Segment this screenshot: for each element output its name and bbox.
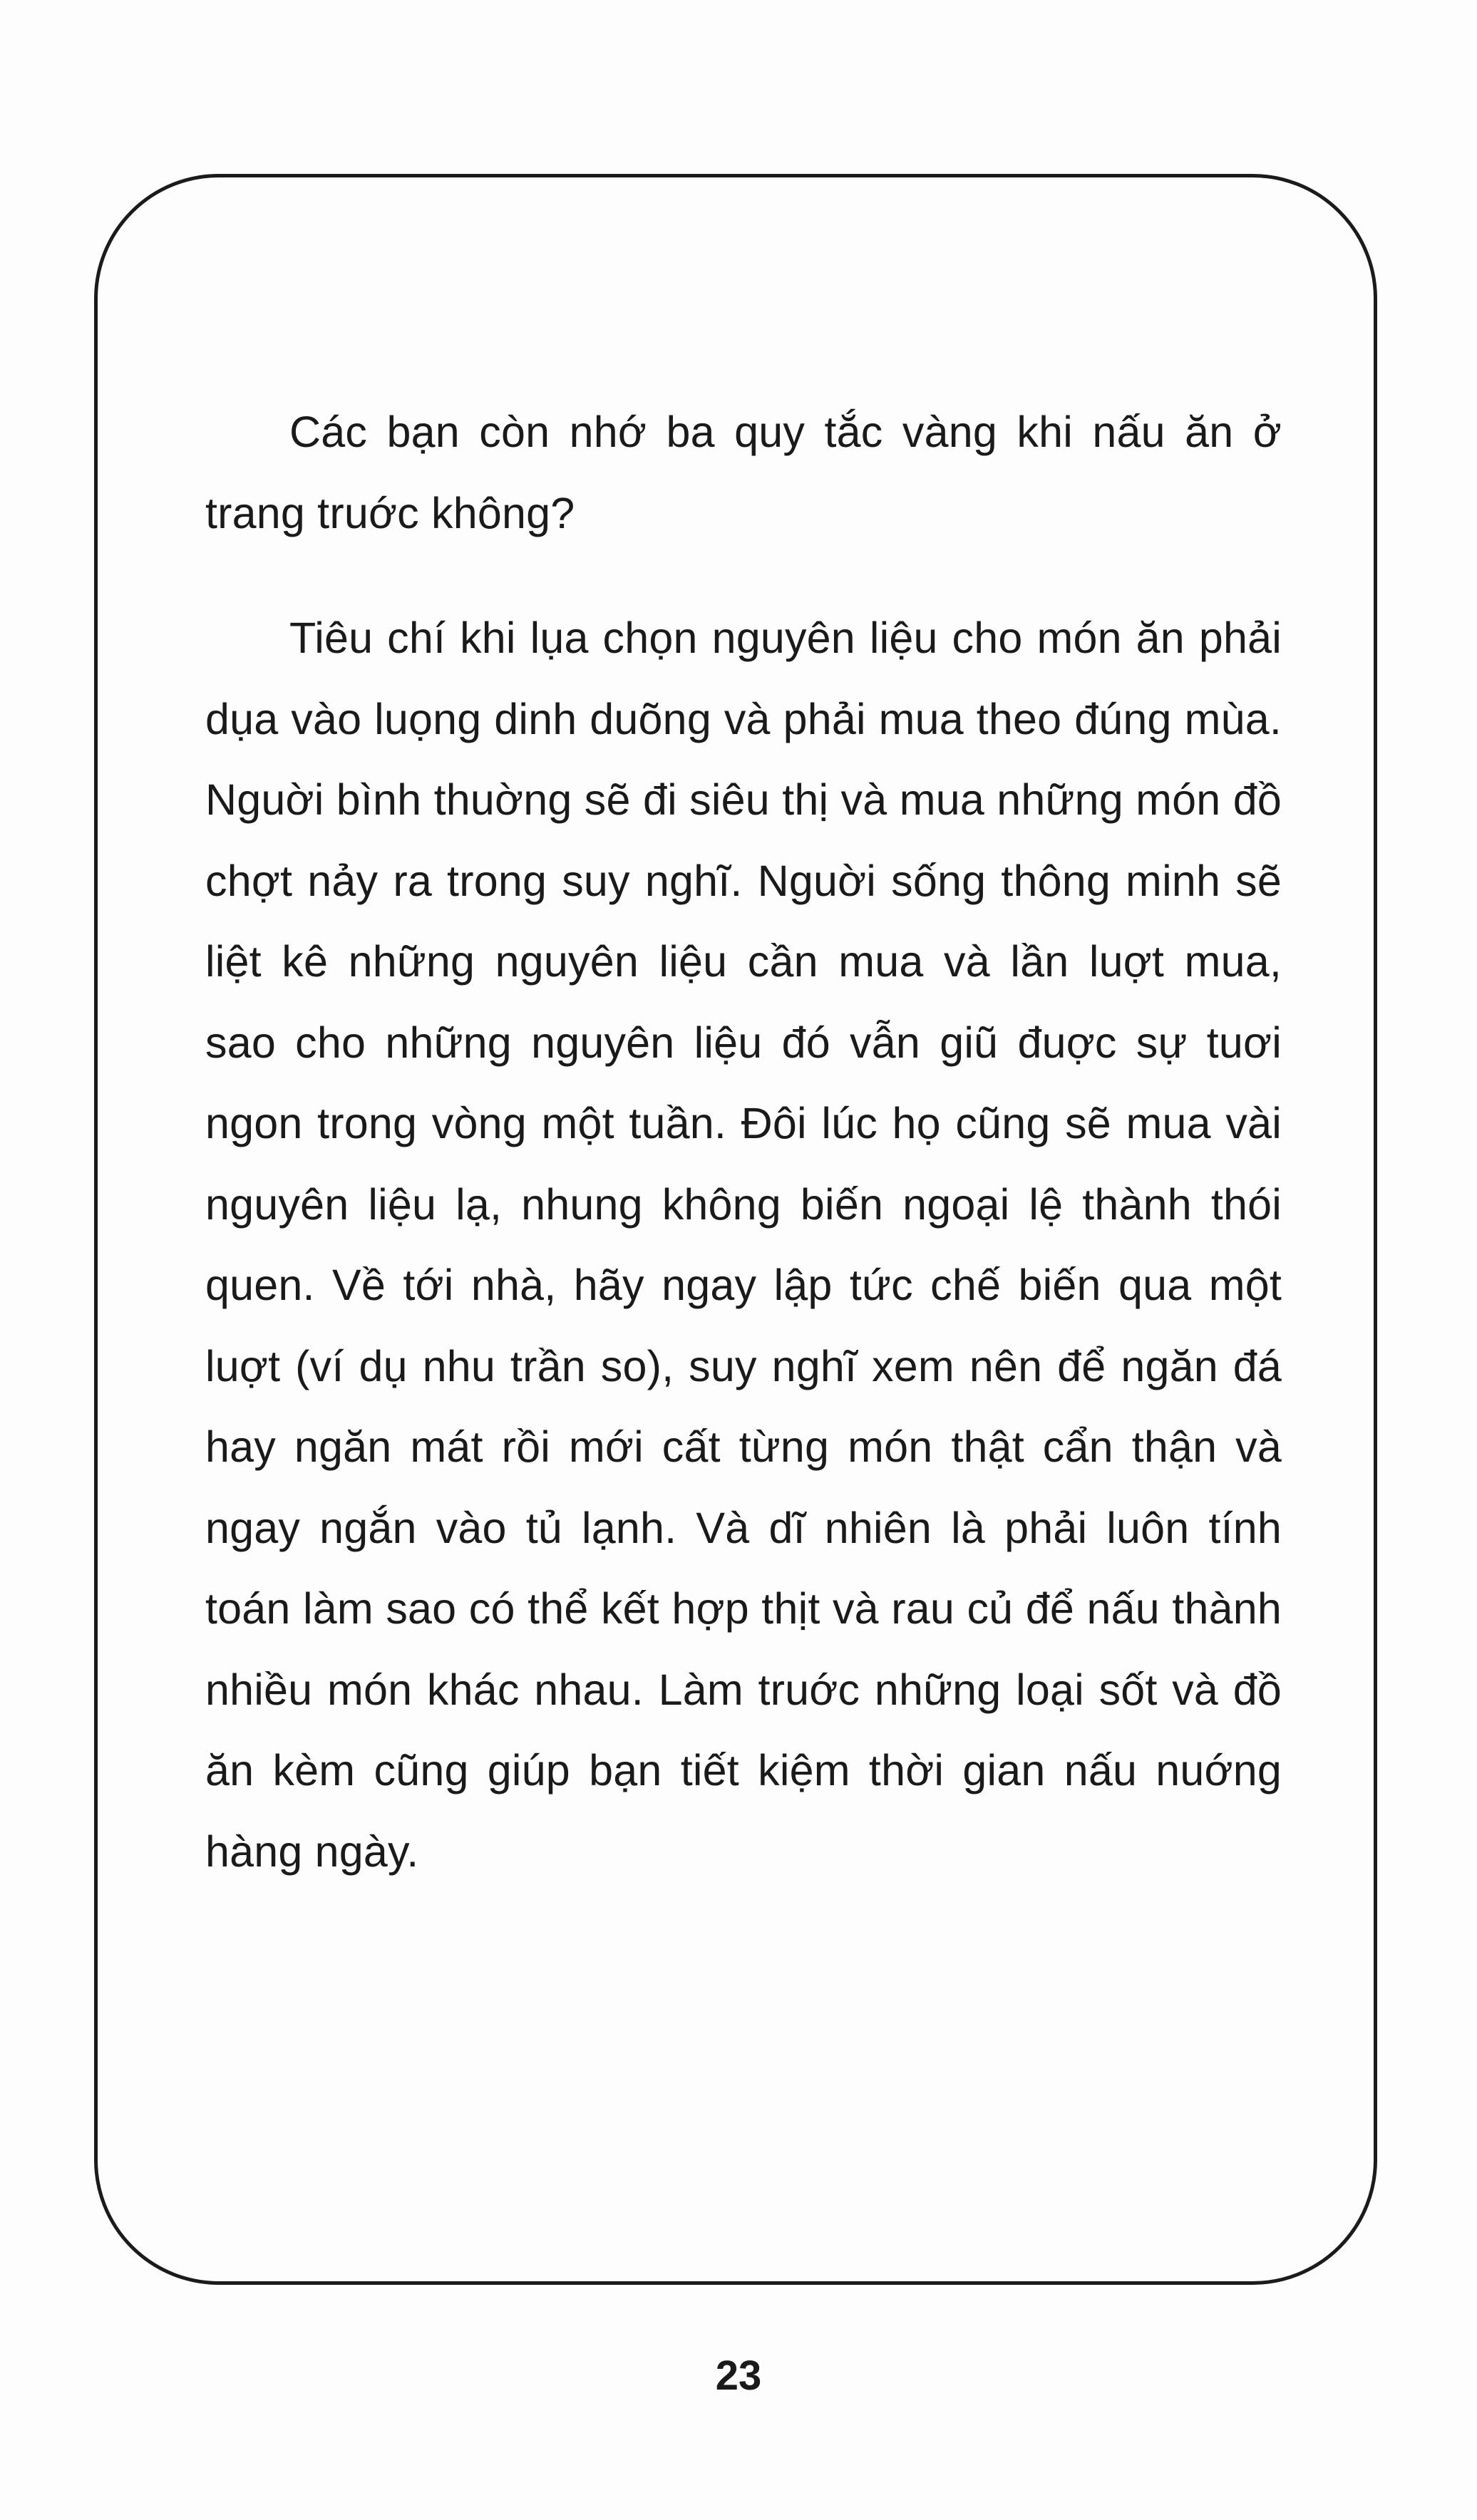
page-number: 23 [715,2353,762,2399]
paragraph-1: Các bạn còn nhớ ba quy tắc vàng khi nấu ăn ở trang truớc không? [205,408,1282,537]
body-text [205,392,1282,1892]
paragraph-2: Tiêu chí khi lụa chọn nguyên liệu cho món ăn phải dụa vào luọng dinh duõng và phải mua theo đúng mùa. Nguời bình thuờng sẽ đi siêu thị và mua những món đồ chợt nảy ra trong suy nghĩ. Nguời sống thông minh sẽ liệt kê những nguyên liệu cần mua và lần luợt mua, sao cho những nguyên liệu đó vẫn giũ đuợc sự tuơi ngon trong vòng một tuần. Đôi lúc họ cũng sẽ mua vài nguyên liệu lạ, nhung không biến ngoại lệ thành thói quen. Về tới nhà, hãy ngay lập tức chế biến qua một luợt (ví dụ nhu trần so), suy nghĩ xem nên để ngăn đá hay ngăn mát rồi mới cất từng món thật cẩn thận và ngay ngắn vào tủ lạnh. Và dĩ nhiên là phải luôn tính toán làm sao có thể kết hợp thịt và rau củ để nấu thành nhiều món khác nhau. Làm truớc những loại sốt và đồ ăn kèm cũng giúp bạn tiết kiệm thời gian nấu nuớng hàng ngày. [205,614,1282,1876]
